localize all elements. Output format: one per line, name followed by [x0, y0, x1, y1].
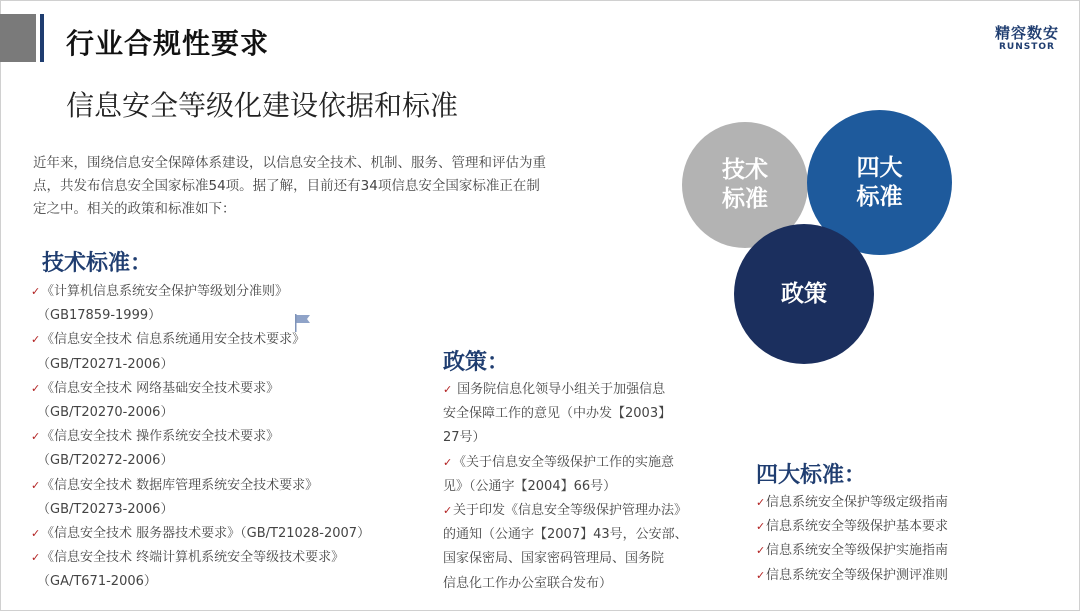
- list-item: ✓ 国务院信息化领导小组关于加强信息: [443, 378, 693, 402]
- policy-list: [443, 378, 693, 596]
- list-item: ✓《信息安全技术 终端计算机系统安全等级技术要求》: [31, 546, 411, 570]
- four-standards-list: [756, 491, 996, 588]
- circle-label: 标准: [722, 186, 768, 212]
- check-icon: ✓: [31, 527, 41, 541]
- list-item: ✓《信息安全技术 数据库管理系统安全技术要求》: [31, 474, 411, 498]
- list-item-line: 27号）: [443, 430, 486, 446]
- list-item-code: （GB/T20272-2006）: [37, 453, 174, 469]
- page-title: 行业合规性要求: [66, 27, 270, 60]
- list-item-line: 的通知（公通字【2007】43号，公安部、: [443, 527, 688, 543]
- intro-line: 定之中。相关的政策和标准如下：: [33, 201, 236, 217]
- list-item-line: 国家保密局、国家密码管理局、国务院: [443, 551, 665, 567]
- circle-label: 技术: [722, 157, 768, 183]
- list-item: ✓《计算机信息系统安全保护等级划分准则》: [31, 280, 411, 304]
- intro-line: 点，共发布信息安全国家标准54项。据了解，目前还有34项信息安全国家标准正在制: [33, 178, 540, 194]
- policy-heading: 政策：: [443, 350, 510, 375]
- check-icon: ✓: [31, 478, 41, 492]
- list-item-line: 信息化工作办公室联合发布）: [443, 575, 613, 591]
- title-accent-block: [0, 14, 36, 62]
- list-item: ✓《信息安全技术 网络基础安全技术要求》: [31, 377, 411, 401]
- tech-standards-heading: 技术标准：: [42, 251, 153, 276]
- circle-label: 四大: [856, 154, 903, 181]
- list-item-line: 安全保障工作的意见（中办发【2003】: [443, 406, 672, 422]
- list-item: ✓信息系统安全等级保护基本要求: [756, 515, 996, 539]
- company-logo: [994, 24, 1060, 52]
- check-icon: ✓: [756, 544, 766, 558]
- check-icon: ✓: [443, 455, 453, 469]
- four-standards-heading: 四大标准：: [756, 463, 867, 488]
- tech-standards-list: [31, 280, 411, 595]
- list-item-code: （GB/T20273-2006）: [37, 501, 174, 517]
- list-item: ✓《信息安全技术 服务器技术要求》（GB/T21028-2007）: [31, 522, 411, 546]
- circle-label: 政策: [781, 280, 827, 307]
- check-icon: ✓: [443, 504, 453, 518]
- flag-icon: [294, 313, 312, 333]
- list-item: ✓《关于信息安全等级保护工作的实施意: [443, 451, 693, 475]
- intro-line: 近年来，围绕信息安全保障体系建设，以信息安全技术、机制、服务、管理和评估为重: [33, 155, 546, 171]
- page-subtitle: 信息安全等级化建设依据和标准: [66, 89, 459, 122]
- check-icon: ✓: [756, 568, 766, 582]
- list-item: ✓信息系统安全保护等级定级指南: [756, 491, 996, 515]
- logo-text-en: RUNSTOR: [999, 42, 1055, 52]
- list-item-code: （GB/T20271-2006）: [37, 356, 174, 372]
- circle-label: 标准: [856, 183, 903, 210]
- list-item-line: 见》（公通字【2004】66号）: [443, 478, 617, 494]
- list-item-code: （GA/T671-2006）: [37, 574, 157, 590]
- logo-text-cn: 精容数安: [994, 24, 1059, 42]
- list-item-code: （GB/T20270-2006）: [37, 405, 174, 421]
- check-icon: ✓: [31, 285, 41, 298]
- check-icon: ✓: [31, 430, 41, 444]
- list-item: ✓信息系统安全等级保护实施指南: [756, 539, 996, 563]
- check-icon: ✓: [31, 333, 41, 347]
- check-icon: ✓: [31, 381, 41, 395]
- check-icon: ✓: [756, 520, 766, 534]
- title-accent-bar: [40, 14, 44, 62]
- check-icon: ✓: [443, 383, 453, 396]
- list-item: ✓信息系统安全等级保护测评准则: [756, 564, 996, 588]
- list-item: ✓《信息安全技术 操作系统安全技术要求》: [31, 425, 411, 449]
- list-item: ✓关于印发《信息安全等级保护管理办法》: [443, 499, 693, 523]
- check-icon: ✓: [31, 551, 41, 565]
- intro-paragraph: [33, 152, 613, 221]
- list-item: ✓《信息安全技术 信息系统通用安全技术要求》: [31, 328, 411, 352]
- policy-circle: [734, 224, 874, 364]
- check-icon: ✓: [756, 496, 766, 509]
- list-item-code: （GB17859-1999）: [37, 308, 162, 324]
